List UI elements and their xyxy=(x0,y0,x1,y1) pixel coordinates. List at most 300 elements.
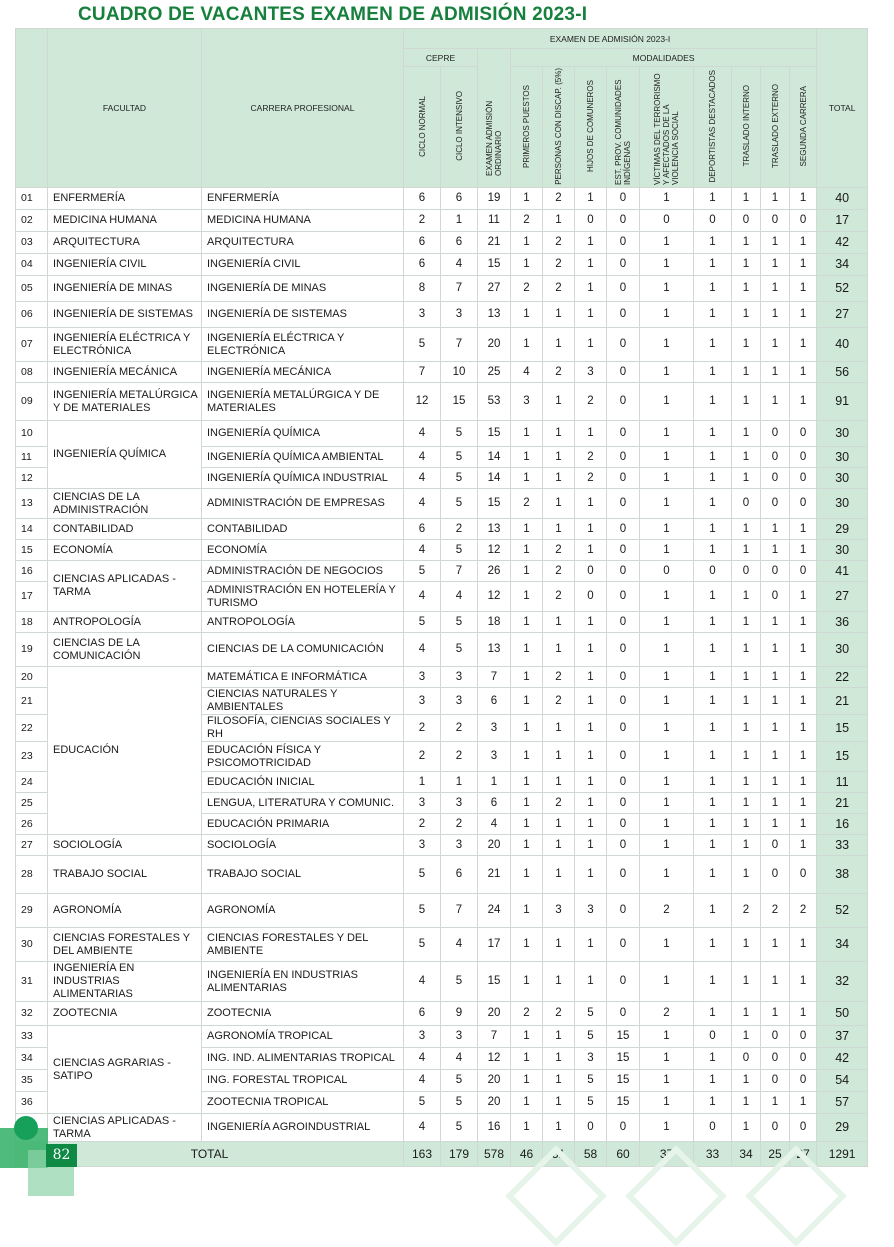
value-cell: 3 xyxy=(575,362,607,383)
value-cell: 1 xyxy=(640,793,694,814)
value-cell: 5 xyxy=(441,1092,478,1114)
value-cell: 1 xyxy=(511,302,543,328)
value-cell: 1 xyxy=(543,1092,575,1114)
value-cell: 1 xyxy=(732,1092,761,1114)
value-cell: 1 xyxy=(543,1026,575,1048)
value-cell: 1 xyxy=(694,835,732,856)
value-cell: 7 xyxy=(441,561,478,582)
value-cell: 1 xyxy=(511,468,543,489)
value-cell: 0 xyxy=(694,210,732,232)
value-cell: 14 xyxy=(478,447,511,468)
value-cell: 3 xyxy=(441,667,478,688)
value-cell: 1 xyxy=(640,1048,694,1070)
value-cell: 0 xyxy=(607,928,640,962)
value-cell: 5 xyxy=(441,447,478,468)
carrera-cell: CIENCIAS DE LA COMUNICACIÓN xyxy=(202,633,404,667)
value-cell: 2 xyxy=(404,814,441,835)
value-cell: 6 xyxy=(478,793,511,814)
value-cell: 1 xyxy=(441,772,478,793)
value-cell: 1 xyxy=(575,793,607,814)
value-cell: 0 xyxy=(761,1114,790,1142)
value-cell: 53 xyxy=(478,383,511,421)
value-cell: 1 xyxy=(761,742,790,772)
value-cell: 0 xyxy=(607,188,640,210)
value-cell: 1 xyxy=(694,856,732,894)
carrera-cell: INGENIERÍA QUÍMICA xyxy=(202,421,404,447)
facultad-cell: INGENIERÍA ELÉCTRICA Y ELECTRÓNICA xyxy=(48,328,202,362)
value-cell: 1 xyxy=(640,612,694,633)
table-row xyxy=(16,489,868,519)
value-cell: 2 xyxy=(543,232,575,254)
value-cell: 3 xyxy=(478,715,511,742)
value-cell: 21 xyxy=(478,856,511,894)
value-cell: 13 xyxy=(478,519,511,540)
row-number: 13 xyxy=(16,489,48,519)
row-number: 10 xyxy=(16,421,48,447)
value-cell: 5 xyxy=(441,540,478,561)
value-cell: 1 xyxy=(790,772,817,793)
value-cell: 1 xyxy=(761,962,790,1002)
value-cell: 1 xyxy=(732,1114,761,1142)
value-cell: 1 xyxy=(732,742,761,772)
value-cell: 0 xyxy=(761,856,790,894)
value-cell: 1 xyxy=(732,1026,761,1048)
value-cell: 2 xyxy=(441,742,478,772)
value-cell: 1 xyxy=(640,362,694,383)
value-cell: 1 xyxy=(543,856,575,894)
value-cell: 5 xyxy=(404,894,441,928)
value-cell: 2 xyxy=(575,383,607,421)
value-cell: 0 xyxy=(607,328,640,362)
value-cell: 20 xyxy=(478,1002,511,1026)
value-cell: 13 xyxy=(478,302,511,328)
value-cell: 2 xyxy=(543,688,575,715)
value-cell: 6 xyxy=(404,519,441,540)
carrera-cell: ZOOTECNIA xyxy=(202,1002,404,1026)
value-cell: 5 xyxy=(441,1114,478,1142)
value-cell: 0 xyxy=(607,742,640,772)
value-cell: 2 xyxy=(404,210,441,232)
value-cell: 0 xyxy=(761,489,790,519)
value-cell: 1 xyxy=(790,742,817,772)
row-total: 50 xyxy=(817,1002,868,1026)
table-row xyxy=(16,894,868,928)
value-cell: 2 xyxy=(543,667,575,688)
value-cell: 1 xyxy=(732,328,761,362)
facultad-cell: MEDICINA HUMANA xyxy=(48,210,202,232)
value-cell: 1 xyxy=(511,894,543,928)
value-cell: 1 xyxy=(640,856,694,894)
value-cell: 1 xyxy=(640,814,694,835)
value-cell: 1 xyxy=(575,633,607,667)
value-cell: 0 xyxy=(790,489,817,519)
value-cell: 1 xyxy=(543,742,575,772)
value-cell: 2 xyxy=(441,715,478,742)
value-cell: 0 xyxy=(761,1048,790,1070)
value-cell: 0 xyxy=(732,210,761,232)
header-deportistas: DEPORTISTAS DESTACADOS xyxy=(694,67,732,188)
value-cell: 8 xyxy=(404,276,441,302)
value-cell: 0 xyxy=(790,1026,817,1048)
value-cell: 1 xyxy=(575,688,607,715)
value-cell: 2 xyxy=(511,1002,543,1026)
row-total: 27 xyxy=(817,582,868,612)
value-cell: 1 xyxy=(511,814,543,835)
value-cell: 1 xyxy=(575,667,607,688)
row-number: 26 xyxy=(16,814,48,835)
value-cell: 0 xyxy=(694,561,732,582)
value-cell: 1 xyxy=(694,1092,732,1114)
value-cell: 1 xyxy=(694,1002,732,1026)
value-cell: 1 xyxy=(575,715,607,742)
table-row xyxy=(16,276,868,302)
row-total: 21 xyxy=(817,688,868,715)
total-cell: 37 xyxy=(640,1142,694,1167)
value-cell: 1 xyxy=(732,276,761,302)
value-cell: 1 xyxy=(511,561,543,582)
totals-label: TOTAL xyxy=(16,1142,404,1167)
total-cell: 163 xyxy=(404,1142,441,1167)
value-cell: 1 xyxy=(543,468,575,489)
row-number: 29 xyxy=(16,894,48,928)
value-cell: 3 xyxy=(441,688,478,715)
facultad-cell: ANTROPOLOGÍA xyxy=(48,612,202,633)
value-cell: 0 xyxy=(607,383,640,421)
value-cell: 0 xyxy=(607,582,640,612)
value-cell: 4 xyxy=(404,447,441,468)
value-cell: 1 xyxy=(790,540,817,561)
table-header xyxy=(16,29,868,188)
row-number: 03 xyxy=(16,232,48,254)
value-cell: 15 xyxy=(607,1026,640,1048)
value-cell: 1 xyxy=(640,447,694,468)
value-cell: 1 xyxy=(761,612,790,633)
value-cell: 1 xyxy=(761,276,790,302)
value-cell: 11 xyxy=(478,210,511,232)
value-cell: 1 xyxy=(732,688,761,715)
value-cell: 1 xyxy=(543,928,575,962)
row-total: 91 xyxy=(817,383,868,421)
row-total: 36 xyxy=(817,612,868,633)
value-cell: 4 xyxy=(441,254,478,276)
value-cell: 0 xyxy=(607,793,640,814)
value-cell: 1 xyxy=(511,928,543,962)
value-cell: 1 xyxy=(790,362,817,383)
value-cell: 0 xyxy=(607,814,640,835)
value-cell: 1 xyxy=(694,421,732,447)
value-cell: 1 xyxy=(694,276,732,302)
header-ciclo-intensivo: CICLO INTENSIVO xyxy=(441,67,478,188)
value-cell: 1 xyxy=(694,928,732,962)
value-cell: 2 xyxy=(511,210,543,232)
value-cell: 1 xyxy=(543,447,575,468)
value-cell: 1 xyxy=(543,302,575,328)
value-cell: 1 xyxy=(575,742,607,772)
header-facultad: FACULTAD xyxy=(48,29,202,188)
value-cell: 0 xyxy=(607,210,640,232)
value-cell: 6 xyxy=(404,232,441,254)
value-cell: 3 xyxy=(404,793,441,814)
value-cell: 1 xyxy=(732,612,761,633)
value-cell: 1 xyxy=(640,421,694,447)
decor-circle xyxy=(14,1116,38,1140)
value-cell: 5 xyxy=(404,612,441,633)
carrera-cell: ING. FORESTAL TROPICAL xyxy=(202,1070,404,1092)
value-cell: 0 xyxy=(732,1048,761,1070)
value-cell: 13 xyxy=(478,633,511,667)
table-row xyxy=(16,519,868,540)
value-cell: 2 xyxy=(543,561,575,582)
facultad-cell: CIENCIAS AGRARIAS - SATIPO xyxy=(48,1026,202,1114)
value-cell: 1 xyxy=(511,715,543,742)
value-cell: 6 xyxy=(441,856,478,894)
carrera-cell: AGRONOMÍA TROPICAL xyxy=(202,1026,404,1048)
carrera-cell: INGENIERÍA DE SISTEMAS xyxy=(202,302,404,328)
row-number: 07 xyxy=(16,328,48,362)
value-cell: 0 xyxy=(607,688,640,715)
carrera-cell: MEDICINA HUMANA xyxy=(202,210,404,232)
row-number: 08 xyxy=(16,362,48,383)
carrera-cell: CIENCIAS NATURALES Y AMBIENTALES xyxy=(202,688,404,715)
row-number: 35 xyxy=(16,1070,48,1092)
row-number: 15 xyxy=(16,540,48,561)
row-total: 37 xyxy=(817,1026,868,1048)
value-cell: 20 xyxy=(478,1092,511,1114)
value-cell: 1 xyxy=(732,383,761,421)
value-cell: 5 xyxy=(404,1092,441,1114)
value-cell: 1 xyxy=(694,1070,732,1092)
value-cell: 1 xyxy=(732,302,761,328)
value-cell: 1 xyxy=(732,962,761,1002)
value-cell: 1 xyxy=(543,1114,575,1142)
value-cell: 4 xyxy=(404,962,441,1002)
value-cell: 1 xyxy=(694,667,732,688)
table-row xyxy=(16,254,868,276)
carrera-cell: INGENIERÍA CIVIL xyxy=(202,254,404,276)
row-total: 22 xyxy=(817,667,868,688)
carrera-cell: SOCIOLOGÍA xyxy=(202,835,404,856)
header-examen-ordinario: EXAMEN ADMISIÓN ORDINARIO xyxy=(478,49,511,188)
value-cell: 2 xyxy=(543,254,575,276)
page-number: 82 xyxy=(46,1144,77,1167)
page-title: CUADRO DE VACANTES EXAMEN DE ADMISIÓN 2023-I xyxy=(78,4,588,25)
carrera-cell: FILOSOFÍA, CIENCIAS SOCIALES Y RH xyxy=(202,715,404,742)
table-row xyxy=(16,835,868,856)
value-cell: 1 xyxy=(694,447,732,468)
value-cell: 12 xyxy=(478,540,511,561)
value-cell: 15 xyxy=(478,962,511,1002)
value-cell: 1 xyxy=(732,928,761,962)
value-cell: 2 xyxy=(543,540,575,561)
row-total: 34 xyxy=(817,928,868,962)
value-cell: 6 xyxy=(404,188,441,210)
value-cell: 2 xyxy=(441,519,478,540)
facultad-cell: AGRONOMÍA xyxy=(48,894,202,928)
value-cell: 0 xyxy=(607,232,640,254)
value-cell: 0 xyxy=(607,1002,640,1026)
row-number: 23 xyxy=(16,742,48,772)
value-cell: 18 xyxy=(478,612,511,633)
row-total: 16 xyxy=(817,814,868,835)
table-row xyxy=(16,328,868,362)
row-number: 19 xyxy=(16,633,48,667)
facultad-cell: CONTABILIDAD xyxy=(48,519,202,540)
row-number: 12 xyxy=(16,468,48,489)
value-cell: 1 xyxy=(790,328,817,362)
value-cell: 7 xyxy=(441,276,478,302)
value-cell: 2 xyxy=(543,582,575,612)
value-cell: 1 xyxy=(790,612,817,633)
value-cell: 1 xyxy=(694,540,732,561)
grand-total: 1291 xyxy=(817,1142,868,1167)
value-cell: 1 xyxy=(790,667,817,688)
value-cell: 15 xyxy=(607,1048,640,1070)
row-number: 09 xyxy=(16,383,48,421)
value-cell: 1 xyxy=(732,856,761,894)
table-row xyxy=(16,928,868,962)
facultad-cell: EDUCACIÓN xyxy=(48,667,202,835)
value-cell: 1 xyxy=(732,772,761,793)
table-row xyxy=(16,1114,868,1142)
carrera-cell: CONTABILIDAD xyxy=(202,519,404,540)
value-cell: 0 xyxy=(607,276,640,302)
value-cell: 0 xyxy=(790,421,817,447)
value-cell: 0 xyxy=(607,835,640,856)
value-cell: 5 xyxy=(441,633,478,667)
value-cell: 1 xyxy=(575,254,607,276)
value-cell: 1 xyxy=(732,421,761,447)
value-cell: 1 xyxy=(640,232,694,254)
value-cell: 1 xyxy=(761,793,790,814)
carrera-cell: EDUCACIÓN INICIAL xyxy=(202,772,404,793)
value-cell: 1 xyxy=(511,633,543,667)
value-cell: 1 xyxy=(694,188,732,210)
total-cell: 578 xyxy=(478,1142,511,1167)
row-total: 56 xyxy=(817,362,868,383)
row-number: 16 xyxy=(16,561,48,582)
value-cell: 0 xyxy=(694,1026,732,1048)
facultad-cell: CIENCIAS DE LA ADMINISTRACIÓN xyxy=(48,489,202,519)
value-cell: 1 xyxy=(790,835,817,856)
value-cell: 6 xyxy=(441,232,478,254)
header-ciclo-normal: CICLO NORMAL xyxy=(404,67,441,188)
table-row xyxy=(16,856,868,894)
row-number: 17 xyxy=(16,582,48,612)
value-cell: 1 xyxy=(694,772,732,793)
value-cell: 1 xyxy=(543,835,575,856)
value-cell: 1 xyxy=(511,421,543,447)
value-cell: 1 xyxy=(694,519,732,540)
value-cell: 1 xyxy=(761,1002,790,1026)
value-cell: 1 xyxy=(575,328,607,362)
value-cell: 20 xyxy=(478,1070,511,1092)
value-cell: 3 xyxy=(543,894,575,928)
value-cell: 1 xyxy=(732,814,761,835)
value-cell: 1 xyxy=(543,962,575,1002)
value-cell: 1 xyxy=(790,1092,817,1114)
value-cell: 5 xyxy=(404,928,441,962)
vacancies-table xyxy=(15,28,868,1167)
value-cell: 1 xyxy=(543,489,575,519)
value-cell: 20 xyxy=(478,835,511,856)
value-cell: 24 xyxy=(478,894,511,928)
value-cell: 26 xyxy=(478,561,511,582)
value-cell: 5 xyxy=(441,1070,478,1092)
value-cell: 3 xyxy=(478,742,511,772)
value-cell: 1 xyxy=(575,276,607,302)
value-cell: 1 xyxy=(640,835,694,856)
value-cell: 1 xyxy=(511,1026,543,1048)
value-cell: 1 xyxy=(640,688,694,715)
value-cell: 0 xyxy=(607,856,640,894)
value-cell: 20 xyxy=(478,328,511,362)
value-cell: 15 xyxy=(478,489,511,519)
value-cell: 0 xyxy=(607,421,640,447)
carrera-cell: INGENIERÍA ELÉCTRICA Y ELECTRÓNICA xyxy=(202,328,404,362)
value-cell: 1 xyxy=(575,302,607,328)
facultad-cell: INGENIERÍA DE MINAS xyxy=(48,276,202,302)
table-row xyxy=(16,232,868,254)
row-total: 57 xyxy=(817,1092,868,1114)
value-cell: 1 xyxy=(790,254,817,276)
value-cell: 0 xyxy=(607,447,640,468)
value-cell: 1 xyxy=(761,188,790,210)
facultad-cell: TRABAJO SOCIAL xyxy=(48,856,202,894)
table-row xyxy=(16,561,868,582)
value-cell: 1 xyxy=(761,383,790,421)
value-cell: 1 xyxy=(790,928,817,962)
value-cell: 1 xyxy=(694,1048,732,1070)
value-cell: 1 xyxy=(694,688,732,715)
table-row xyxy=(16,383,868,421)
value-cell: 1 xyxy=(511,856,543,894)
value-cell: 1 xyxy=(511,1070,543,1092)
value-cell: 1 xyxy=(511,328,543,362)
value-cell: 1 xyxy=(732,1002,761,1026)
value-cell: 1 xyxy=(511,519,543,540)
value-cell: 4 xyxy=(404,489,441,519)
value-cell: 1 xyxy=(575,232,607,254)
value-cell: 2 xyxy=(761,894,790,928)
value-cell: 4 xyxy=(404,468,441,489)
table-row xyxy=(16,302,868,328)
value-cell: 1 xyxy=(640,928,694,962)
value-cell: 2 xyxy=(640,1002,694,1026)
value-cell: 1 xyxy=(732,232,761,254)
table-row xyxy=(16,210,868,232)
table-row xyxy=(16,667,868,688)
total-cell: 60 xyxy=(607,1142,640,1167)
carrera-cell: INGENIERÍA AGROINDUSTRIAL xyxy=(202,1114,404,1142)
value-cell: 1 xyxy=(640,633,694,667)
value-cell: 0 xyxy=(607,962,640,1002)
row-number: 32 xyxy=(16,1002,48,1026)
facultad-cell: INGENIERÍA METALÚRGICA Y DE MATERIALES xyxy=(48,383,202,421)
value-cell: 1 xyxy=(511,1114,543,1142)
value-cell: 1 xyxy=(478,772,511,793)
value-cell: 5 xyxy=(575,1002,607,1026)
value-cell: 1 xyxy=(543,383,575,421)
value-cell: 1 xyxy=(761,362,790,383)
value-cell: 1 xyxy=(511,667,543,688)
value-cell: 3 xyxy=(511,383,543,421)
row-total: 30 xyxy=(817,447,868,468)
value-cell: 0 xyxy=(761,210,790,232)
value-cell: 0 xyxy=(761,447,790,468)
value-cell: 3 xyxy=(404,835,441,856)
value-cell: 1 xyxy=(761,254,790,276)
value-cell: 3 xyxy=(404,688,441,715)
